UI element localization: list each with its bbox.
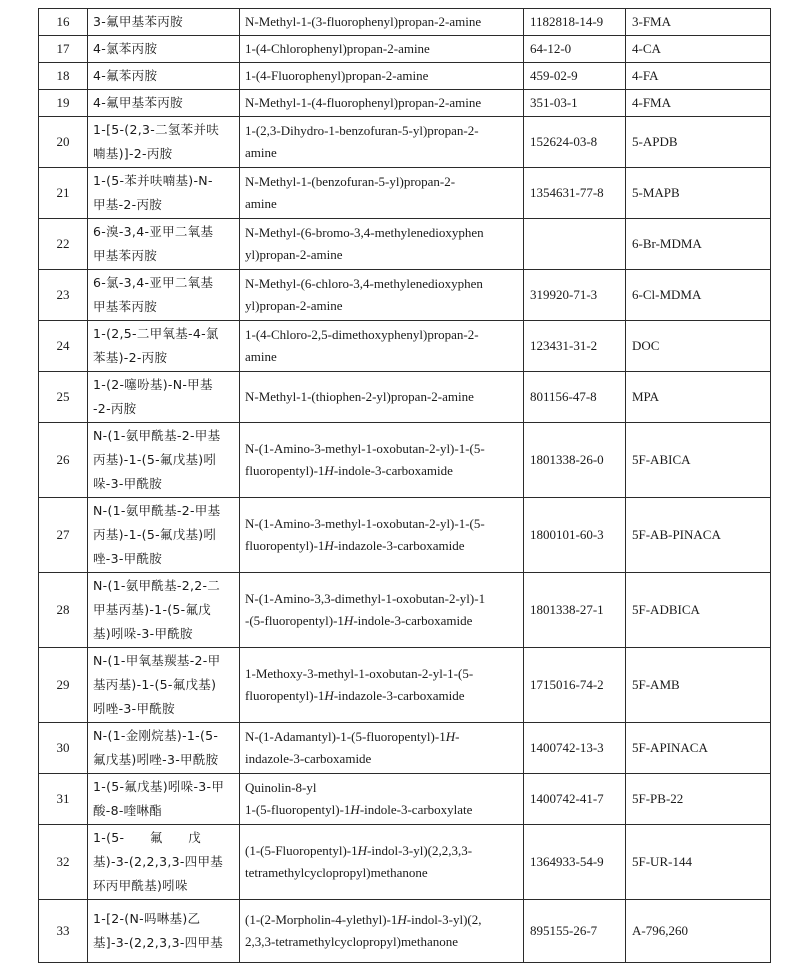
cas-number: 1801338-26-0 [524,423,626,498]
cas-number: 1801338-27-1 [524,573,626,648]
chinese-name-line: 基丙基)-1-(5-氟戊基) [93,677,217,692]
chinese-name [88,498,240,573]
row-number: 31 [39,774,88,825]
abbreviation: 5F-PB-22 [626,774,771,825]
chinese-name-line: 丙基)-1-(5-氟戊基)吲 [93,452,217,467]
row-number: 20 [39,117,88,168]
chinese-name [88,270,240,321]
table-row [39,723,771,774]
abbreviation: A-796,260 [626,900,771,963]
abbreviation: 6-Cl-MDMA [626,270,771,321]
chinese-name-line: 唑-3-甲酰胺 [93,551,163,566]
chinese-name-line: N-(1-金刚烷基)-1-(5- [93,728,219,743]
chinese-name-line: 喃基)]-2-丙胺 [93,146,173,161]
abbreviation: 5F-AMB [626,648,771,723]
english-name-line: yl)propan-2-amine [245,247,343,262]
english-name-line: indazole-3-carboxamide [245,751,372,766]
cas-number: 351-03-1 [524,90,626,117]
row-number: 27 [39,498,88,573]
cas-number: 895155-26-7 [524,900,626,963]
cas-number: 1400742-41-7 [524,774,626,825]
row-number: 23 [39,270,88,321]
document-page [38,8,770,963]
cas-number: 801156-47-8 [524,372,626,423]
row-number: 30 [39,723,88,774]
english-name [240,573,524,648]
chinese-name-line: 酸-8-喹啉酯 [93,803,163,818]
chinese-name [88,168,240,219]
abbreviation: 5F-AB-PINACA [626,498,771,573]
chinese-name [88,825,240,900]
row-number: 29 [39,648,88,723]
chinese-name-line: N-(1-氨甲酰基-2,2-二 [93,578,221,593]
english-name-line: N-Methyl-1-(3-fluorophenyl)propan-2-amine [245,14,482,29]
english-name [240,900,524,963]
table-row [39,321,771,372]
row-number: 21 [39,168,88,219]
english-name [240,498,524,573]
english-name [240,219,524,270]
cas-number: 319920-71-3 [524,270,626,321]
table-row [39,63,771,90]
english-name-line: amine [245,349,277,364]
english-name [240,168,524,219]
english-name-line: fluoropentyl)-1H-indazole-3-carboxamide [245,538,465,553]
table-row [39,90,771,117]
english-name-line: N-(1-Adamantyl)-1-(5-fluoropentyl)-1H- [245,729,460,744]
chinese-name [88,573,240,648]
chinese-name-line: 3-氟甲基苯丙胺 [93,14,183,29]
row-number: 33 [39,900,88,963]
chinese-name-line: 基]-3-(2,2,3,3-四甲基 [93,935,224,950]
table-body [39,9,771,963]
chinese-name-line: N-(1-甲氧基羰基-2-甲 [93,653,221,668]
chinese-name-line: 1-(5-氟戊基)吲哚-3-甲 [93,779,225,794]
chinese-name-line: 甲基苯丙胺 [93,299,158,314]
chinese-name [88,774,240,825]
table-row [39,648,771,723]
chinese-name-line: 苯基)-2-丙胺 [93,350,168,365]
chinese-name-line: 1-(5-苯并呋喃基)-N- [93,173,213,188]
abbreviation: 5F-UR-144 [626,825,771,900]
cas-number: 152624-03-8 [524,117,626,168]
english-name [240,774,524,825]
cas-number [524,219,626,270]
row-number: 25 [39,372,88,423]
chinese-name [88,9,240,36]
cas-number: 459-02-9 [524,63,626,90]
english-name-line: 1-(4-Chlorophenyl)propan-2-amine [245,41,430,56]
table-row [39,498,771,573]
english-name-line: fluoropentyl)-1H-indazole-3-carboxamide [245,688,465,703]
chinese-name-line: 甲基丙基)-1-(5-氟戊 [93,602,212,617]
english-name-line: 1-(5-fluoropentyl)-1H-indole-3-carboxylate [245,802,473,817]
row-number: 22 [39,219,88,270]
english-name-line: 2,3,3-tetramethylcyclopropyl)methanone [245,934,458,949]
chinese-name-line: 基)吲哚-3-甲酰胺 [93,626,193,641]
chinese-name-line: 甲基苯丙胺 [93,248,158,263]
english-name [240,372,524,423]
table-row [39,423,771,498]
chinese-name-line: 1-(5- 氟 戊 [93,830,202,845]
table-row [39,9,771,36]
chinese-name [88,90,240,117]
row-number: 32 [39,825,88,900]
english-name-line: N-Methyl-(6-chloro-3,4-methylenedioxyphen [245,276,483,291]
abbreviation: 4-FMA [626,90,771,117]
english-name-line: 1-Methoxy-3-methyl-1-oxobutan-2-yl-1-(5- [245,666,474,681]
abbreviation: DOC [626,321,771,372]
table-row [39,372,771,423]
abbreviation: 6-Br-MDMA [626,219,771,270]
chinese-name [88,423,240,498]
chinese-name-line: 环丙甲酰基)吲哚 [93,878,188,893]
chinese-name-line: 6-氯-3,4-亚甲二氧基 [93,275,214,290]
english-name [240,9,524,36]
chinese-name-line: 氟戊基)吲唑-3-甲酰胺 [93,752,219,767]
chinese-name-line: 4-氟甲基苯丙胺 [93,95,183,110]
chinese-name [88,372,240,423]
row-number: 16 [39,9,88,36]
cas-number: 1364933-54-9 [524,825,626,900]
chinese-name-line: -2-丙胺 [93,401,137,416]
english-name-line: N-Methyl-1-(thiophen-2-yl)propan-2-amine [245,389,474,404]
chinese-name-line: 4-氯苯丙胺 [93,41,158,56]
table-row [39,825,771,900]
english-name-line: amine [245,145,277,160]
english-name [240,648,524,723]
table-row [39,219,771,270]
english-name [240,321,524,372]
english-name-line: (1-(5-Fluoropentyl)-1H-indol-3-yl)(2,2,3,3- [245,843,473,858]
abbreviation: MPA [626,372,771,423]
table-row [39,168,771,219]
english-name [240,270,524,321]
cas-number: 1182818-14-9 [524,9,626,36]
abbreviation: 4-CA [626,36,771,63]
chinese-name-line: 1-(2,5-二甲氧基-4-氯 [93,326,219,341]
chinese-name-line: 4-氟苯丙胺 [93,68,158,83]
abbreviation: 5-APDB [626,117,771,168]
english-name-line: fluoropentyl)-1H-indole-3-carboxamide [245,463,453,478]
english-name-line: N-(1-Amino-3-methyl-1-oxobutan-2-yl)-1-(5- [245,441,485,456]
abbreviation: 5F-ABICA [626,423,771,498]
table-row [39,900,771,963]
english-name-line: N-(1-Amino-3-methyl-1-oxobutan-2-yl)-1-(5- [245,516,485,531]
english-name [240,423,524,498]
english-name [240,36,524,63]
chinese-name [88,648,240,723]
cas-number: 123431-31-2 [524,321,626,372]
chinese-name-line: 1-(2-噻吩基)-N-甲基 [93,377,213,392]
cas-number: 1800101-60-3 [524,498,626,573]
row-number: 24 [39,321,88,372]
abbreviation: 5-MAPB [626,168,771,219]
table-row [39,36,771,63]
english-name [240,63,524,90]
cas-number: 1715016-74-2 [524,648,626,723]
english-name [240,723,524,774]
chinese-name [88,219,240,270]
cas-number: 1354631-77-8 [524,168,626,219]
abbreviation: 3-FMA [626,9,771,36]
table-row [39,270,771,321]
chinese-name-line: N-(1-氨甲酰基-2-甲基 [93,428,221,443]
chinese-name-line: 基)-3-(2,2,3,3-四甲基 [93,854,224,869]
row-number: 17 [39,36,88,63]
chinese-name-line: 甲基-2-丙胺 [93,197,163,212]
abbreviation: 5F-APINACA [626,723,771,774]
english-name-line: N-(1-Amino-3,3-dimethyl-1-oxobutan-2-yl)-1 [245,591,486,606]
english-name-line: N-Methyl-1-(benzofuran-5-yl)propan-2- [245,174,456,189]
english-name-line: 1-(4-Fluorophenyl)propan-2-amine [245,68,429,83]
table-row [39,774,771,825]
english-name-line: N-Methyl-(6-bromo-3,4-methylenedioxyphen [245,225,484,240]
table-row [39,117,771,168]
chinese-name-line: 6-溴-3,4-亚甲二氧基 [93,224,214,239]
english-name-line: N-Methyl-1-(4-fluorophenyl)propan-2-amine [245,95,482,110]
chinese-name-line: 哚-3-甲酰胺 [93,476,163,491]
english-name-line: Quinolin-8-yl [245,780,317,795]
row-number: 28 [39,573,88,648]
english-name [240,825,524,900]
english-name-line: (1-(2-Morpholin-4-ylethyl)-1H-indol-3-yl)(2, [245,912,482,927]
row-number: 26 [39,423,88,498]
english-name-line: amine [245,196,277,211]
table-row [39,573,771,648]
cas-number: 1400742-13-3 [524,723,626,774]
substance-table [38,8,771,963]
chinese-name-line: 1-[2-(N-吗啉基)乙 [93,911,201,926]
english-name-line: -(5-fluoropentyl)-1H-indole-3-carboxamide [245,613,473,628]
chinese-name-line: 丙基)-1-(5-氟戊基)吲 [93,527,217,542]
chinese-name [88,321,240,372]
abbreviation: 4-FA [626,63,771,90]
chinese-name [88,723,240,774]
english-name-line: yl)propan-2-amine [245,298,343,313]
english-name-line: tetramethylcyclopropyl)methanone [245,865,428,880]
chinese-name-line: N-(1-氨甲酰基-2-甲基 [93,503,221,518]
row-number: 19 [39,90,88,117]
chinese-name [88,900,240,963]
cas-number: 64-12-0 [524,36,626,63]
chinese-name-line: 吲唑-3-甲酰胺 [93,701,175,716]
english-name [240,90,524,117]
english-name-line: 1-(4-Chloro-2,5-dimethoxyphenyl)propan-2- [245,327,479,342]
abbreviation: 5F-ADBICA [626,573,771,648]
chinese-name [88,117,240,168]
row-number: 18 [39,63,88,90]
english-name-line: 1-(2,3-Dihydro-1-benzofuran-5-yl)propan-2- [245,123,479,138]
chinese-name [88,63,240,90]
english-name [240,117,524,168]
chinese-name [88,36,240,63]
chinese-name-line: 1-[5-(2,3-二氢苯并呋 [93,122,220,137]
